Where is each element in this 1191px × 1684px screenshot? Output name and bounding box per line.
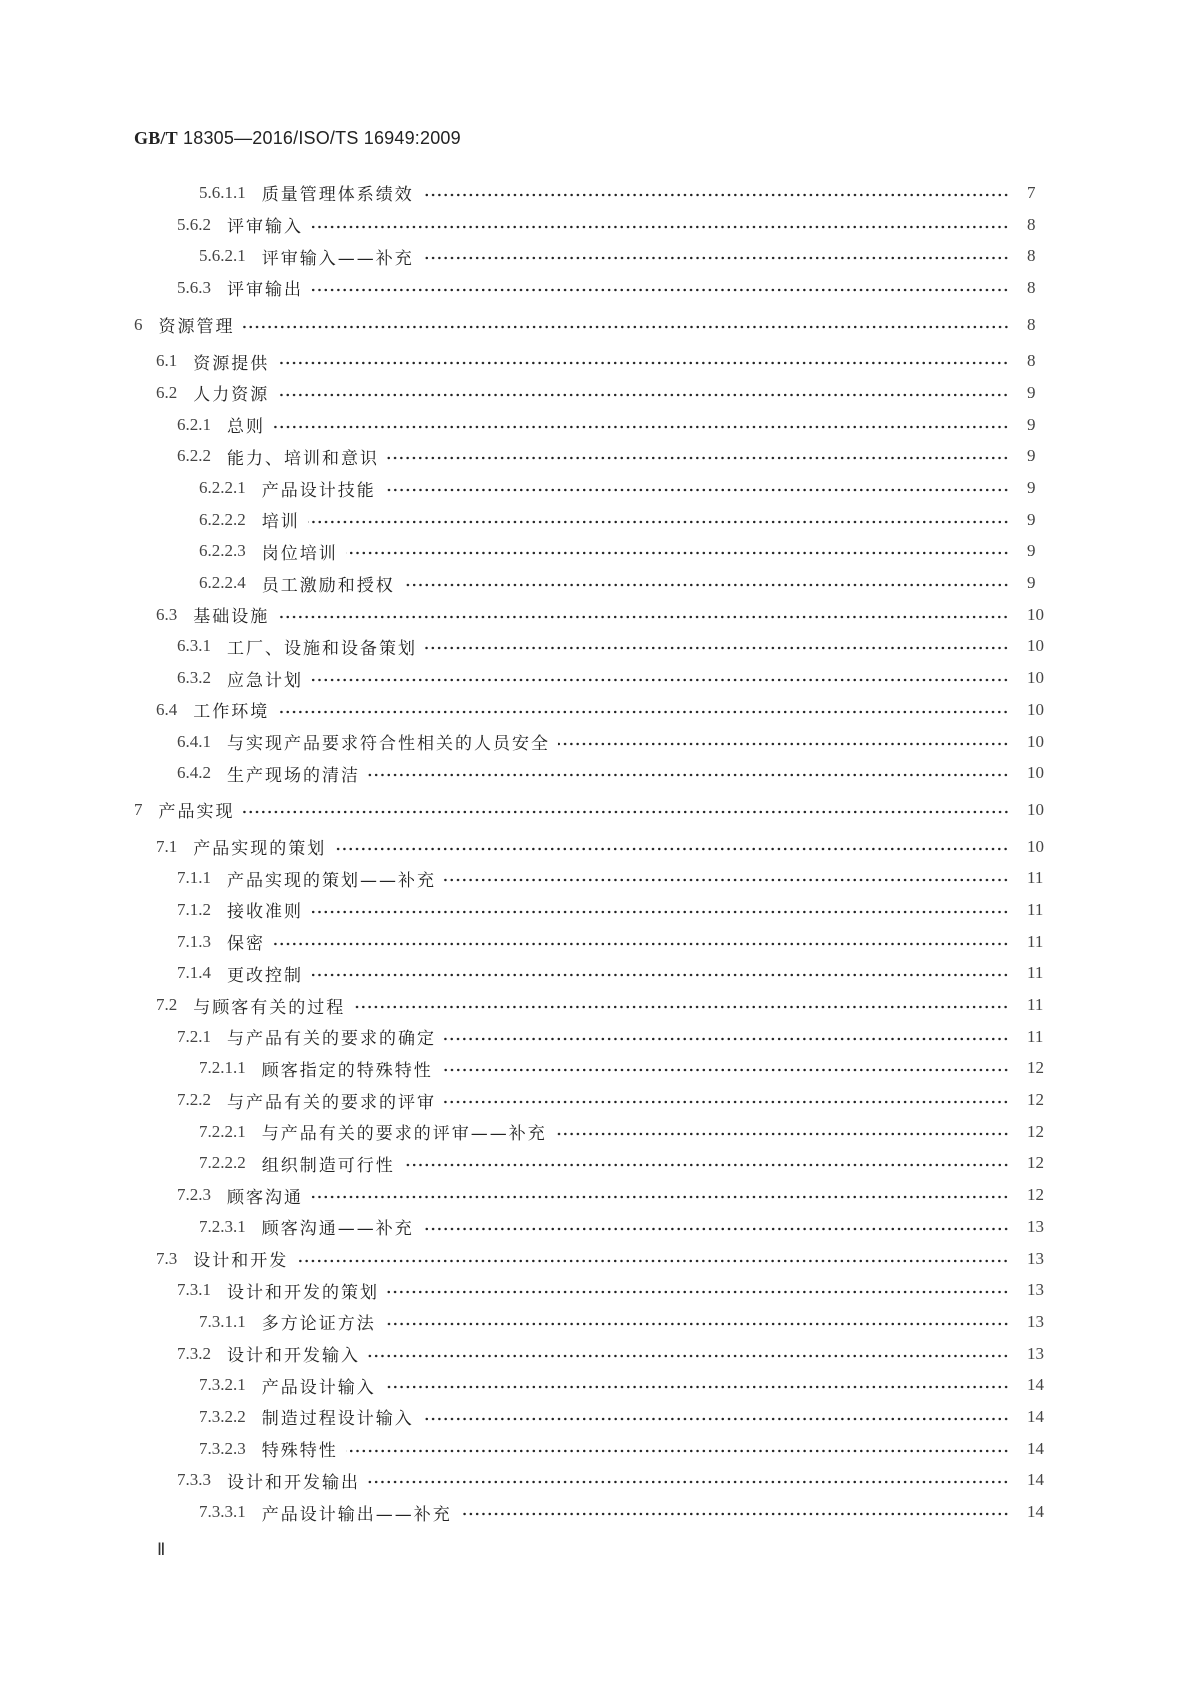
toc-entry-page: 13 [1027, 1311, 1044, 1331]
toc-entry[interactable] [0, 726, 1191, 758]
toc-entry-page: 9 [1027, 509, 1036, 529]
toc-entry-number: 7.3 [156, 1248, 178, 1268]
dot-leader [277, 393, 1009, 397]
toc-entry-number: 6.4 [156, 699, 178, 719]
toc-entry-number: 7.1 [156, 836, 178, 856]
toc-entry-title: 工作环境 [193, 702, 270, 723]
toc-entry-number: 7.2.2 [177, 1090, 211, 1110]
toc-entry[interactable] [0, 926, 1191, 958]
toc-entry-title: 产品设计输入 [261, 1377, 376, 1398]
toc-entry-title: 与实现产品要求符合性相关的人员安全 [227, 734, 550, 755]
toc-entry-number: 5.6.1.1 [199, 182, 246, 202]
toc-entry-number: 5.6.2 [177, 214, 211, 234]
toc-entry-number: 6.4.1 [177, 731, 211, 751]
toc-entry[interactable] [0, 1274, 1191, 1306]
toc-entry-number: 6.2.2.3 [199, 541, 246, 561]
dot-leader [460, 1512, 1009, 1516]
standard-number: 18305—2016/ISO/TS 16949:2009 [183, 128, 461, 148]
toc-entry-page: 11 [1027, 1026, 1044, 1046]
toc-entry-number: 6.2.2.4 [199, 573, 246, 593]
dot-leader [311, 910, 1009, 914]
toc-entry[interactable] [0, 441, 1191, 473]
toc-entry-title: 工厂、设施和设备策划 [227, 638, 417, 659]
dot-leader [387, 456, 1009, 460]
toc-entry-number: 7.2.3 [177, 1185, 211, 1205]
toc-entry-page: 7 [1027, 182, 1036, 202]
toc-entry-page: 8 [1027, 246, 1036, 266]
toc-entry-number: 7.2.2.1 [199, 1121, 246, 1141]
toc-entry-number: 7.1.1 [177, 868, 211, 888]
dot-leader [277, 615, 1009, 619]
toc-entry[interactable] [0, 345, 1191, 377]
toc-entry-title: 产品设计输出——补充 [261, 1504, 452, 1525]
toc-entry-number: 7.2.1 [177, 1026, 211, 1046]
dot-leader [311, 973, 1009, 977]
toc-entry-title: 组织制造可行性 [261, 1155, 395, 1176]
dot-leader [403, 583, 1009, 587]
dot-leader [334, 847, 1009, 851]
toc-entry-page: 10 [1027, 668, 1044, 688]
toc-entry[interactable] [0, 631, 1191, 663]
toc-entry[interactable] [0, 1211, 1191, 1243]
dot-leader [403, 1163, 1009, 1167]
toc-entry-number: 6.2.2 [177, 446, 211, 466]
toc-entry[interactable] [0, 989, 1191, 1021]
toc-entry-page: 14 [1027, 1406, 1044, 1426]
toc-entry[interactable] [0, 536, 1191, 568]
toc-entry-title: 员工激励和授权 [261, 575, 395, 596]
toc-entry-title: 岗位培训 [261, 543, 338, 564]
toc-entry-title: 能力、培训和意识 [227, 448, 379, 469]
toc-entry-page: 14 [1027, 1375, 1044, 1395]
toc-entry-number: 7.3.2.2 [199, 1406, 246, 1426]
dot-leader [308, 520, 1009, 524]
toc-entry-title: 设计和开发 [193, 1251, 289, 1272]
toc-entry-number: 6.4.2 [177, 763, 211, 783]
toc-entry-title: 产品设计技能 [261, 480, 376, 501]
toc-entry[interactable] [0, 894, 1191, 926]
toc-entry[interactable] [0, 1401, 1191, 1433]
dot-leader [555, 1132, 1009, 1136]
toc-entry-number: 7.3.2 [177, 1343, 211, 1363]
toc-entry-number: 7.2.1.1 [199, 1058, 246, 1078]
toc-entry-number: 6.2.1 [177, 414, 211, 434]
toc-entry-title: 产品实现 [158, 802, 235, 823]
toc-entry-number: 7.2.3.1 [199, 1216, 246, 1236]
toc-entry-title: 保密 [227, 934, 265, 955]
dot-leader [422, 256, 1009, 260]
toc-entry-title: 资源提供 [193, 353, 270, 374]
dot-leader [368, 1480, 1009, 1484]
toc-entry-number: 7.3.1 [177, 1280, 211, 1300]
toc-entry-title: 总则 [227, 417, 265, 438]
toc-entry[interactable] [0, 1021, 1191, 1053]
dot-leader [353, 1005, 1009, 1009]
toc-entry-title: 与产品有关的要求的评审——补充 [261, 1124, 547, 1145]
toc-entry[interactable] [0, 794, 1191, 826]
toc-entry-number: 7.2.2.2 [199, 1153, 246, 1173]
toc-entry-page: 10 [1027, 731, 1044, 751]
toc-entry[interactable] [0, 1369, 1191, 1401]
toc-entry[interactable] [0, 862, 1191, 894]
toc-entry-page: 14 [1027, 1502, 1044, 1522]
dot-leader [558, 742, 1009, 746]
toc-entry-page: 12 [1027, 1090, 1044, 1110]
toc-entry[interactable] [0, 567, 1191, 599]
toc-entry-title: 评审输出 [227, 280, 303, 301]
toc-entry-title: 资源管理 [158, 317, 235, 338]
toc-entry-number: 6.1 [156, 351, 178, 371]
dot-leader [368, 773, 1009, 777]
dot-leader [444, 1037, 1009, 1041]
toc-entry-title: 更改控制 [227, 965, 303, 986]
toc-entry-number: 6.2.2.2 [199, 509, 246, 529]
toc-entry-number: 7.2 [156, 995, 178, 1015]
toc-entry-number: 6.3.2 [177, 668, 211, 688]
toc-entry[interactable] [0, 1306, 1191, 1338]
toc-entry-title: 评审输入——补充 [261, 248, 414, 269]
toc-entry[interactable] [0, 662, 1191, 694]
toc-entry-number: 6.3.1 [177, 636, 211, 656]
toc-entry[interactable] [0, 1243, 1191, 1275]
toc-entry-number: 7.3.2.3 [199, 1438, 246, 1458]
toc-entry-title: 设计和开发输入 [227, 1346, 360, 1367]
toc-entry-page: 12 [1027, 1185, 1044, 1205]
toc-entry[interactable] [0, 599, 1191, 631]
toc-entry-page: 12 [1027, 1058, 1044, 1078]
dot-leader [277, 361, 1009, 365]
toc-entry-title: 产品实现的策划 [193, 839, 327, 860]
dot-leader [422, 193, 1009, 197]
toc-entry-page: 9 [1027, 573, 1036, 593]
toc-entry-page: 9 [1027, 414, 1036, 434]
toc-entry-page: 8 [1027, 314, 1036, 334]
dot-leader [368, 1354, 1009, 1358]
toc-entry[interactable] [0, 1179, 1191, 1211]
toc-entry-number: 6 [134, 314, 143, 334]
toc-entry[interactable] [0, 958, 1191, 990]
standard-prefix: GB/T [134, 128, 178, 148]
toc-entry-page: 14 [1027, 1470, 1044, 1490]
toc-entry-number: 7.3.3.1 [199, 1502, 246, 1522]
dot-leader [422, 1227, 1009, 1231]
toc-entry-title: 生产现场的清洁 [227, 765, 360, 786]
toc-entry[interactable] [0, 1116, 1191, 1148]
toc-entry-title: 接收准则 [227, 902, 303, 923]
toc-entry[interactable] [0, 240, 1191, 272]
toc-entry[interactable] [0, 694, 1191, 726]
toc-entry-page: 12 [1027, 1153, 1044, 1173]
toc-entry-page: 9 [1027, 382, 1036, 402]
toc-entry-number: 6.3 [156, 604, 178, 624]
toc-entry-title: 产品实现的策划——补充 [227, 870, 436, 891]
toc-entry-title: 质量管理体系绩效 [261, 185, 414, 206]
dot-leader [441, 1068, 1009, 1072]
toc-entry-number: 7.1.3 [177, 931, 211, 951]
dot-leader [384, 1322, 1009, 1326]
toc-entry-page: 13 [1027, 1248, 1044, 1268]
document-header [134, 128, 461, 149]
toc-entry-title: 基础设施 [193, 607, 270, 628]
toc-entry[interactable] [0, 831, 1191, 863]
toc-entry-title: 设计和开发输出 [227, 1472, 360, 1493]
toc-entry-title: 评审输入 [227, 217, 303, 238]
toc-entry-title: 制造过程设计输入 [261, 1409, 414, 1430]
toc-entry-title: 人力资源 [193, 385, 270, 406]
toc-entry[interactable] [0, 757, 1191, 789]
dot-leader [311, 225, 1009, 229]
toc-entry[interactable] [0, 472, 1191, 504]
toc-entry-page: 10 [1027, 636, 1044, 656]
dot-leader [425, 646, 1009, 650]
toc-entry[interactable] [0, 409, 1191, 441]
toc-entry-title: 设计和开发的策划 [227, 1282, 379, 1303]
toc-entry-page: 9 [1027, 478, 1036, 498]
toc-entry-number: 7.1.4 [177, 963, 211, 983]
toc-entry-number: 7.3.1.1 [199, 1311, 246, 1331]
toc-entry-number: 7.3.2.1 [199, 1375, 246, 1395]
toc-entry-title: 特殊特性 [261, 1441, 338, 1462]
toc-entry[interactable] [0, 1053, 1191, 1085]
toc-entry[interactable] [0, 272, 1191, 304]
toc-entry-page: 10 [1027, 836, 1044, 856]
toc-entry-page: 11 [1027, 899, 1044, 919]
toc-entry-page: 10 [1027, 604, 1044, 624]
toc-entry-title: 顾客沟通——补充 [261, 1219, 414, 1240]
toc-entry[interactable] [0, 209, 1191, 241]
toc-entry-page: 10 [1027, 699, 1044, 719]
toc-entry[interactable] [0, 1084, 1191, 1116]
toc-entry-number: 7.1.2 [177, 899, 211, 919]
toc-entry-title: 多方论证方法 [261, 1314, 376, 1335]
dot-leader [346, 551, 1009, 555]
dot-leader [273, 942, 1009, 946]
toc-entry-number: 6.2 [156, 382, 178, 402]
toc-entry[interactable] [0, 1496, 1191, 1528]
toc-entry-page: 14 [1027, 1438, 1044, 1458]
toc-entry-number: 6.2.2.1 [199, 478, 246, 498]
dot-leader [384, 488, 1009, 492]
toc-entry[interactable] [0, 1338, 1191, 1370]
toc-entry-page: 11 [1027, 931, 1044, 951]
toc-entry-page: 11 [1027, 995, 1044, 1015]
dot-leader [243, 810, 1010, 814]
dot-leader [384, 1385, 1009, 1389]
toc-entry-page: 13 [1027, 1343, 1044, 1363]
dot-leader [243, 325, 1010, 329]
toc-entry-title: 顾客沟通 [227, 1187, 303, 1208]
toc-entry-page: 8 [1027, 277, 1036, 297]
toc-entry-page: 11 [1027, 868, 1044, 888]
toc-entry[interactable] [0, 177, 1191, 209]
toc-entry-page: 13 [1027, 1216, 1044, 1236]
toc-entry-page: 13 [1027, 1280, 1044, 1300]
toc-entry-page: 10 [1027, 763, 1044, 783]
toc-entry-title: 与产品有关的要求的评审 [227, 1092, 436, 1113]
toc-entry[interactable] [0, 1148, 1191, 1180]
toc-entry-page: 9 [1027, 446, 1036, 466]
toc-entry-number: 7.3.3 [177, 1470, 211, 1490]
dot-leader [273, 425, 1009, 429]
toc-entry-number: 5.6.2.1 [199, 246, 246, 266]
toc-entry-title: 与顾客有关的过程 [193, 997, 346, 1018]
dot-leader [346, 1449, 1009, 1453]
toc-entry-title: 与产品有关的要求的确定 [227, 1029, 436, 1050]
toc-entry-title: 应急计划 [227, 670, 303, 691]
toc-entry[interactable] [0, 377, 1191, 409]
toc-entry-page: 8 [1027, 351, 1036, 371]
toc-entry[interactable] [0, 309, 1191, 341]
dot-leader [311, 678, 1009, 682]
dot-leader [311, 288, 1009, 292]
toc-entry-title: 培训 [261, 512, 300, 533]
toc-entry-title: 顾客指定的特殊特性 [261, 1060, 433, 1081]
table-of-contents [0, 177, 1191, 1528]
toc-entry-page: 10 [1027, 799, 1044, 819]
page-number-footer: Ⅱ [157, 1540, 166, 1559]
dot-leader [311, 1195, 1009, 1199]
toc-entry[interactable] [0, 1465, 1191, 1497]
dot-leader [277, 710, 1009, 714]
toc-entry-page: 11 [1027, 963, 1044, 983]
dot-leader [444, 1100, 1009, 1104]
dot-leader [296, 1259, 1009, 1263]
dot-leader [444, 878, 1009, 882]
toc-entry-page: 12 [1027, 1121, 1044, 1141]
toc-entry-page: 8 [1027, 214, 1036, 234]
dot-leader [387, 1290, 1009, 1294]
toc-entry[interactable] [0, 504, 1191, 536]
dot-leader [422, 1417, 1009, 1421]
toc-entry[interactable] [0, 1433, 1191, 1465]
toc-entry-page: 9 [1027, 541, 1036, 561]
toc-entry-number: 7 [134, 799, 143, 819]
toc-entry-number: 5.6.3 [177, 277, 211, 297]
